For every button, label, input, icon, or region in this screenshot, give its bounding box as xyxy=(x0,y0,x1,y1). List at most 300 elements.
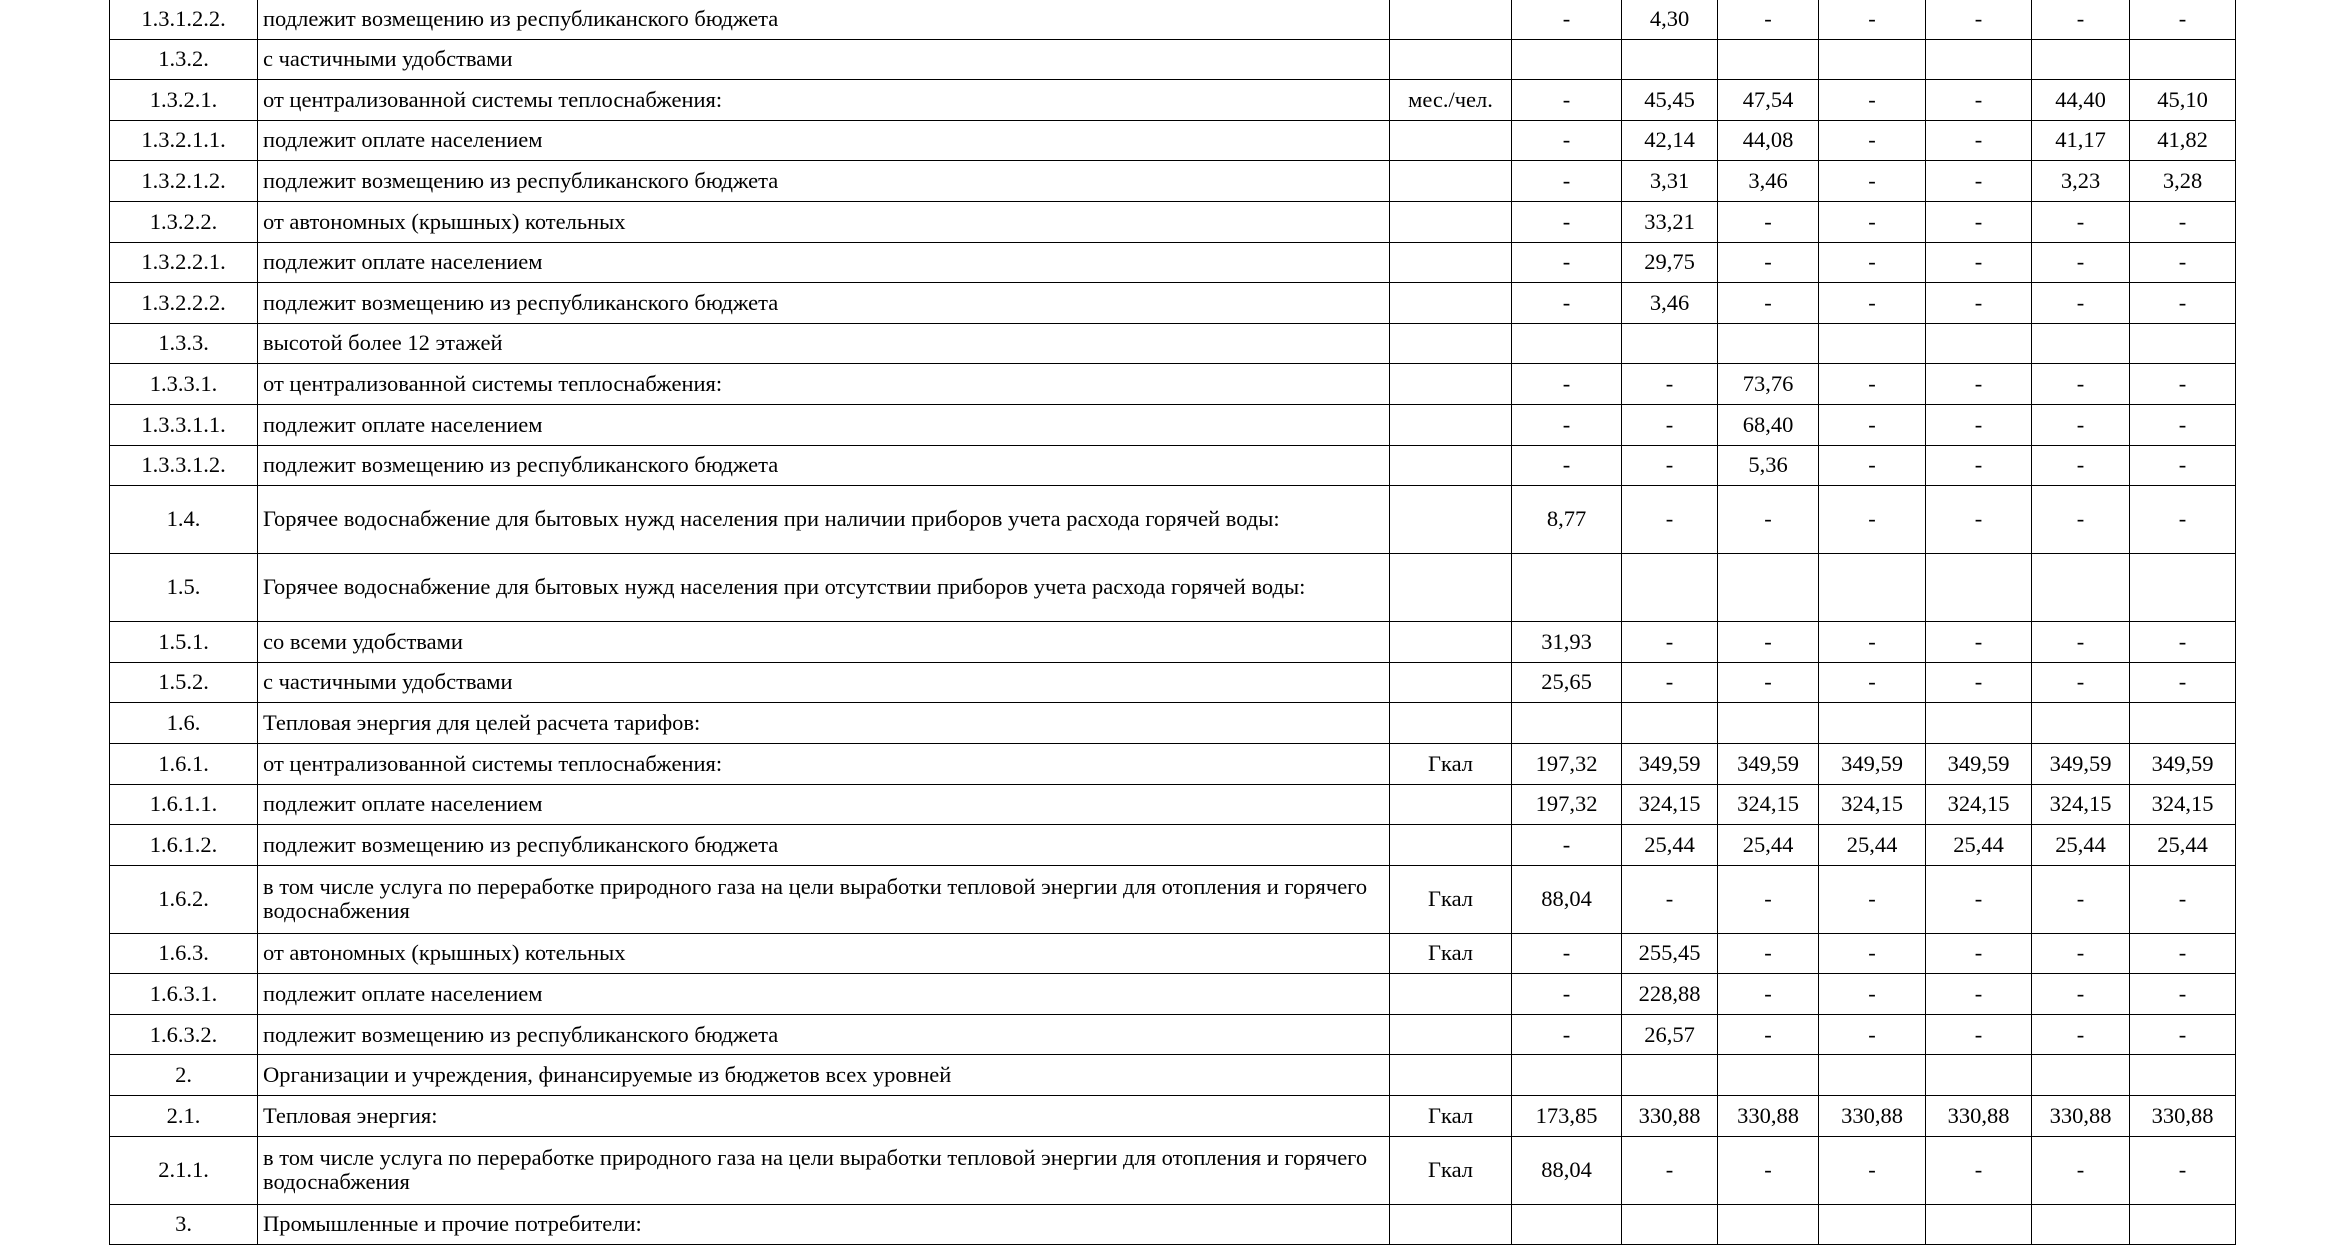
value-cell xyxy=(1926,39,2032,80)
table-row xyxy=(110,80,2236,121)
value-cell: - xyxy=(2130,242,2236,283)
value-cell: 197,32 xyxy=(1512,743,1622,784)
row-unit-cell xyxy=(1390,974,1512,1015)
table-row xyxy=(110,554,2236,622)
value-cell: 44,40 xyxy=(2032,80,2130,121)
value-cell: - xyxy=(2130,201,2236,242)
value-cell: - xyxy=(1926,865,2032,933)
table-row xyxy=(110,201,2236,242)
value-cell: 25,65 xyxy=(1512,662,1622,703)
value-cell: 45,45 xyxy=(1622,80,1718,121)
value-cell xyxy=(1926,323,2032,364)
row-unit-cell: Гкал xyxy=(1390,865,1512,933)
value-cell: - xyxy=(2032,1136,2130,1204)
table-row xyxy=(110,974,2236,1015)
value-cell: - xyxy=(1622,364,1718,405)
value-cell: 73,76 xyxy=(1718,364,1819,405)
value-cell: - xyxy=(1926,201,2032,242)
value-cell: 324,15 xyxy=(2130,784,2236,825)
value-cell: - xyxy=(2032,242,2130,283)
table-row xyxy=(110,404,2236,445)
value-cell: - xyxy=(1926,283,2032,324)
value-cell: - xyxy=(2130,364,2236,405)
row-number-cell: 1.3.3.1.1. xyxy=(110,404,258,445)
row-number-cell: 1.3.2.2. xyxy=(110,201,258,242)
table-row xyxy=(110,1096,2236,1137)
row-number-cell: 1.5. xyxy=(110,554,258,622)
value-cell: 324,15 xyxy=(2032,784,2130,825)
row-unit-cell: Гкал xyxy=(1390,1136,1512,1204)
value-cell xyxy=(1622,1204,1718,1245)
table-row xyxy=(110,703,2236,744)
value-cell xyxy=(1718,554,1819,622)
value-cell xyxy=(1622,554,1718,622)
value-cell: - xyxy=(1718,974,1819,1015)
value-cell: - xyxy=(2032,933,2130,974)
value-cell: - xyxy=(1718,933,1819,974)
value-cell: - xyxy=(1926,404,2032,445)
row-unit-cell xyxy=(1390,825,1512,866)
value-cell: 3,28 xyxy=(2130,161,2236,202)
value-cell: - xyxy=(2032,0,2130,39)
row-number-cell: 1.3.2.2.1. xyxy=(110,242,258,283)
value-cell: 25,44 xyxy=(1926,825,2032,866)
value-cell: 197,32 xyxy=(1512,784,1622,825)
row-name-cell: от централизованной системы теплоснабжения: xyxy=(258,80,1390,121)
value-cell: - xyxy=(1622,662,1718,703)
value-cell: 25,44 xyxy=(1718,825,1819,866)
value-cell: - xyxy=(2032,283,2130,324)
row-unit-cell xyxy=(1390,0,1512,39)
value-cell: - xyxy=(2130,0,2236,39)
table-row xyxy=(110,1055,2236,1096)
value-cell: - xyxy=(1926,622,2032,663)
value-cell: - xyxy=(1926,242,2032,283)
value-cell: - xyxy=(1622,1136,1718,1204)
row-number-cell: 1.3.2.1.1. xyxy=(110,120,258,161)
value-cell: - xyxy=(2032,364,2130,405)
row-unit-cell xyxy=(1390,364,1512,405)
row-number-cell: 1.6. xyxy=(110,703,258,744)
value-cell: - xyxy=(1926,364,2032,405)
value-cell: - xyxy=(2130,622,2236,663)
row-unit-cell: Гкал xyxy=(1390,933,1512,974)
row-unit-cell xyxy=(1390,662,1512,703)
value-cell xyxy=(1819,323,1926,364)
row-number-cell: 2.1. xyxy=(110,1096,258,1137)
value-cell: - xyxy=(1926,1014,2032,1055)
row-number-cell: 1.3.1.2.2. xyxy=(110,0,258,39)
row-number-cell: 1.5.2. xyxy=(110,662,258,703)
row-number-cell: 1.6.3. xyxy=(110,933,258,974)
value-cell: - xyxy=(1819,364,1926,405)
value-cell xyxy=(1718,1055,1819,1096)
row-unit-cell xyxy=(1390,404,1512,445)
value-cell: 8,77 xyxy=(1512,486,1622,554)
row-number-cell: 2. xyxy=(110,1055,258,1096)
value-cell: - xyxy=(1819,933,1926,974)
value-cell: - xyxy=(1819,80,1926,121)
value-cell: 88,04 xyxy=(1512,1136,1622,1204)
value-cell: 330,88 xyxy=(2032,1096,2130,1137)
value-cell: - xyxy=(1512,974,1622,1015)
value-cell: - xyxy=(1622,486,1718,554)
value-cell: 330,88 xyxy=(1718,1096,1819,1137)
value-cell: - xyxy=(2130,283,2236,324)
value-cell xyxy=(2032,703,2130,744)
value-cell: 349,59 xyxy=(1718,743,1819,784)
table-row xyxy=(110,825,2236,866)
value-cell: - xyxy=(2130,933,2236,974)
value-cell xyxy=(2130,323,2236,364)
row-unit-cell xyxy=(1390,201,1512,242)
value-cell: 349,59 xyxy=(2130,743,2236,784)
value-cell xyxy=(1622,1055,1718,1096)
value-cell xyxy=(1819,703,1926,744)
row-name-cell: подлежит оплате населением xyxy=(258,784,1390,825)
value-cell: - xyxy=(1819,283,1926,324)
row-name-cell: Горячее водоснабжение для бытовых нужд населения при наличии приборов учета расхода горячей воды: xyxy=(258,486,1390,554)
value-cell: 68,40 xyxy=(1718,404,1819,445)
value-cell: - xyxy=(2032,445,2130,486)
value-cell: 88,04 xyxy=(1512,865,1622,933)
value-cell: 324,15 xyxy=(1819,784,1926,825)
table-row xyxy=(110,161,2236,202)
value-cell: - xyxy=(2130,486,2236,554)
value-cell: - xyxy=(2032,865,2130,933)
row-name-cell: Организации и учреждения, финансируемые из бюджетов всех уровней xyxy=(258,1055,1390,1096)
row-number-cell: 1.6.1. xyxy=(110,743,258,784)
table-row xyxy=(110,743,2236,784)
value-cell: 349,59 xyxy=(1926,743,2032,784)
value-cell: 25,44 xyxy=(1819,825,1926,866)
row-unit-cell: Гкал xyxy=(1390,1096,1512,1137)
value-cell: 330,88 xyxy=(1926,1096,2032,1137)
value-cell: - xyxy=(1622,445,1718,486)
row-number-cell: 1.3.3.1.2. xyxy=(110,445,258,486)
value-cell: - xyxy=(1819,242,1926,283)
value-cell: 45,10 xyxy=(2130,80,2236,121)
row-unit-cell xyxy=(1390,242,1512,283)
value-cell: 3,23 xyxy=(2032,161,2130,202)
value-cell: 349,59 xyxy=(1622,743,1718,784)
value-cell: 25,44 xyxy=(1622,825,1718,866)
row-unit-cell xyxy=(1390,486,1512,554)
row-unit-cell xyxy=(1390,283,1512,324)
row-number-cell: 3. xyxy=(110,1204,258,1245)
row-name-cell: от централизованной системы теплоснабжения: xyxy=(258,364,1390,405)
row-name-cell: подлежит оплате населением xyxy=(258,242,1390,283)
value-cell: 25,44 xyxy=(2130,825,2236,866)
value-cell: - xyxy=(1819,662,1926,703)
table-row xyxy=(110,39,2236,80)
value-cell: 349,59 xyxy=(1819,743,1926,784)
table-row xyxy=(110,445,2236,486)
value-cell: - xyxy=(2130,865,2236,933)
row-number-cell: 1.6.1.1. xyxy=(110,784,258,825)
value-cell: 25,44 xyxy=(2032,825,2130,866)
value-cell: - xyxy=(1819,120,1926,161)
row-number-cell: 1.4. xyxy=(110,486,258,554)
value-cell: - xyxy=(1819,201,1926,242)
value-cell xyxy=(1512,554,1622,622)
table-row xyxy=(110,1136,2236,1204)
value-cell xyxy=(1512,1055,1622,1096)
value-cell: - xyxy=(1819,622,1926,663)
value-cell xyxy=(1926,1204,2032,1245)
value-cell: 33,21 xyxy=(1622,201,1718,242)
value-cell xyxy=(1926,554,2032,622)
value-cell: - xyxy=(1718,622,1819,663)
value-cell: 31,93 xyxy=(1512,622,1622,663)
value-cell: - xyxy=(1512,364,1622,405)
value-cell: - xyxy=(1622,622,1718,663)
value-cell: - xyxy=(1718,662,1819,703)
value-cell: - xyxy=(2130,974,2236,1015)
value-cell: 4,30 xyxy=(1622,0,1718,39)
value-cell xyxy=(1819,1204,1926,1245)
row-unit-cell: Гкал xyxy=(1390,743,1512,784)
value-cell xyxy=(1819,39,1926,80)
value-cell: - xyxy=(1819,974,1926,1015)
value-cell: - xyxy=(1512,161,1622,202)
value-cell xyxy=(1819,554,1926,622)
value-cell: - xyxy=(2032,404,2130,445)
row-name-cell: подлежит возмещению из республиканского бюджета xyxy=(258,825,1390,866)
value-cell xyxy=(1718,39,1819,80)
row-name-cell: с частичными удобствами xyxy=(258,662,1390,703)
value-cell: 3,31 xyxy=(1622,161,1718,202)
value-cell: 26,57 xyxy=(1622,1014,1718,1055)
value-cell: 228,88 xyxy=(1622,974,1718,1015)
table-row xyxy=(110,323,2236,364)
value-cell: - xyxy=(1819,0,1926,39)
value-cell xyxy=(1512,323,1622,364)
value-cell: 42,14 xyxy=(1622,120,1718,161)
row-number-cell: 1.6.3.2. xyxy=(110,1014,258,1055)
value-cell: - xyxy=(1718,486,1819,554)
value-cell xyxy=(2130,554,2236,622)
value-cell xyxy=(1926,703,2032,744)
value-cell: - xyxy=(1819,1136,1926,1204)
row-name-cell: от централизованной системы теплоснабжения: xyxy=(258,743,1390,784)
value-cell xyxy=(1926,1055,2032,1096)
row-unit-cell xyxy=(1390,161,1512,202)
value-cell: - xyxy=(2130,445,2236,486)
table-row xyxy=(110,242,2236,283)
row-name-cell: со всеми удобствами xyxy=(258,622,1390,663)
value-cell: - xyxy=(1512,1014,1622,1055)
value-cell: - xyxy=(1718,0,1819,39)
row-name-cell: подлежит оплате населением xyxy=(258,120,1390,161)
value-cell: 41,82 xyxy=(2130,120,2236,161)
row-number-cell: 1.6.1.2. xyxy=(110,825,258,866)
value-cell: - xyxy=(1819,404,1926,445)
row-unit-cell xyxy=(1390,445,1512,486)
value-cell: - xyxy=(1926,161,2032,202)
value-cell xyxy=(2032,554,2130,622)
row-name-cell: в том числе услуга по переработке природного газа на цели выработки тепловой энергии для отопления и горячего водоснабжения xyxy=(258,865,1390,933)
row-unit-cell xyxy=(1390,120,1512,161)
value-cell: 3,46 xyxy=(1718,161,1819,202)
value-cell xyxy=(1622,39,1718,80)
table-row xyxy=(110,120,2236,161)
value-cell: 324,15 xyxy=(1718,784,1819,825)
value-cell: - xyxy=(1718,201,1819,242)
value-cell: - xyxy=(1718,1136,1819,1204)
row-unit-cell xyxy=(1390,703,1512,744)
row-name-cell: высотой более 12 этажей xyxy=(258,323,1390,364)
value-cell: - xyxy=(2130,1014,2236,1055)
row-number-cell: 1.3.2.1. xyxy=(110,80,258,121)
table-row xyxy=(110,283,2236,324)
row-name-cell: подлежит возмещению из республиканского бюджета xyxy=(258,0,1390,39)
value-cell: 173,85 xyxy=(1512,1096,1622,1137)
value-cell xyxy=(1819,1055,1926,1096)
row-name-cell: подлежит возмещению из республиканского бюджета xyxy=(258,445,1390,486)
row-number-cell: 1.6.3.1. xyxy=(110,974,258,1015)
value-cell: - xyxy=(1926,0,2032,39)
table-row xyxy=(110,364,2236,405)
row-number-cell: 2.1.1. xyxy=(110,1136,258,1204)
value-cell: 330,88 xyxy=(2130,1096,2236,1137)
row-name-cell: Тепловая энергия для целей расчета тарифов: xyxy=(258,703,1390,744)
value-cell: - xyxy=(1718,1014,1819,1055)
value-cell: - xyxy=(1512,120,1622,161)
row-number-cell: 1.3.2. xyxy=(110,39,258,80)
value-cell: - xyxy=(2032,201,2130,242)
value-cell: - xyxy=(1926,445,2032,486)
table-row xyxy=(110,622,2236,663)
value-cell: - xyxy=(2032,1014,2130,1055)
row-number-cell: 1.3.2.2.2. xyxy=(110,283,258,324)
value-cell xyxy=(1622,323,1718,364)
row-name-cell: от автономных (крышных) котельных xyxy=(258,933,1390,974)
value-cell: 324,15 xyxy=(1926,784,2032,825)
row-name-cell: с частичными удобствами xyxy=(258,39,1390,80)
value-cell xyxy=(1622,703,1718,744)
value-cell: - xyxy=(1819,161,1926,202)
row-name-cell: подлежит оплате населением xyxy=(258,974,1390,1015)
row-unit-cell xyxy=(1390,1055,1512,1096)
value-cell: 5,36 xyxy=(1718,445,1819,486)
value-cell xyxy=(2130,39,2236,80)
value-cell xyxy=(2032,1204,2130,1245)
value-cell: 29,75 xyxy=(1622,242,1718,283)
value-cell xyxy=(2032,1055,2130,1096)
value-cell: - xyxy=(1819,445,1926,486)
value-cell xyxy=(2130,1204,2236,1245)
value-cell: 349,59 xyxy=(2032,743,2130,784)
value-cell xyxy=(1718,1204,1819,1245)
table-row xyxy=(110,486,2236,554)
value-cell: - xyxy=(1512,283,1622,324)
row-number-cell: 1.3.2.1.2. xyxy=(110,161,258,202)
value-cell: - xyxy=(1819,486,1926,554)
value-cell xyxy=(1718,703,1819,744)
row-unit-cell xyxy=(1390,323,1512,364)
row-name-cell: подлежит возмещению из республиканского бюджета xyxy=(258,161,1390,202)
value-cell: - xyxy=(1926,974,2032,1015)
row-name-cell: подлежит возмещению из республиканского бюджета xyxy=(258,283,1390,324)
row-unit-cell xyxy=(1390,39,1512,80)
value-cell: - xyxy=(1926,80,2032,121)
row-name-cell: Горячее водоснабжение для бытовых нужд населения при отсутствии приборов учета расхода горячей воды: xyxy=(258,554,1390,622)
value-cell: 255,45 xyxy=(1622,933,1718,974)
value-cell: 41,17 xyxy=(2032,120,2130,161)
value-cell: - xyxy=(1512,825,1622,866)
value-cell: - xyxy=(2032,622,2130,663)
value-cell: - xyxy=(1926,120,2032,161)
row-unit-cell: мес./чел. xyxy=(1390,80,1512,121)
value-cell: - xyxy=(1718,283,1819,324)
value-cell xyxy=(1718,323,1819,364)
value-cell: - xyxy=(1819,1014,1926,1055)
row-number-cell: 1.5.1. xyxy=(110,622,258,663)
table-row xyxy=(110,784,2236,825)
value-cell xyxy=(1512,39,1622,80)
row-name-cell: подлежит оплате населением xyxy=(258,404,1390,445)
value-cell: - xyxy=(1926,486,2032,554)
table-row xyxy=(110,0,2236,39)
tariff-table xyxy=(109,0,2236,1245)
value-cell: - xyxy=(2130,662,2236,703)
value-cell: - xyxy=(2130,1136,2236,1204)
value-cell: 324,15 xyxy=(1622,784,1718,825)
value-cell xyxy=(2130,703,2236,744)
value-cell: 3,46 xyxy=(1622,283,1718,324)
value-cell: - xyxy=(1622,404,1718,445)
value-cell: - xyxy=(1512,201,1622,242)
value-cell: - xyxy=(1512,80,1622,121)
row-number-cell: 1.3.3.1. xyxy=(110,364,258,405)
value-cell: - xyxy=(1512,0,1622,39)
value-cell: - xyxy=(2032,486,2130,554)
value-cell: - xyxy=(1512,404,1622,445)
value-cell: - xyxy=(1926,933,2032,974)
value-cell: - xyxy=(1926,1136,2032,1204)
value-cell: - xyxy=(1819,865,1926,933)
value-cell: - xyxy=(1512,445,1622,486)
row-name-cell: Промышленные и прочие потребители: xyxy=(258,1204,1390,1245)
value-cell: - xyxy=(2130,404,2236,445)
row-name-cell: подлежит возмещению из республиканского бюджета xyxy=(258,1014,1390,1055)
row-number-cell: 1.3.3. xyxy=(110,323,258,364)
value-cell: - xyxy=(1718,865,1819,933)
row-name-cell: Тепловая энергия: xyxy=(258,1096,1390,1137)
table-row xyxy=(110,933,2236,974)
row-number-cell: 1.6.2. xyxy=(110,865,258,933)
table-row xyxy=(110,662,2236,703)
value-cell: 47,54 xyxy=(1718,80,1819,121)
value-cell: - xyxy=(2032,662,2130,703)
value-cell xyxy=(2032,39,2130,80)
table-row xyxy=(110,1014,2236,1055)
value-cell: - xyxy=(1622,865,1718,933)
value-cell: - xyxy=(2032,974,2130,1015)
row-unit-cell xyxy=(1390,554,1512,622)
value-cell xyxy=(2130,1055,2236,1096)
value-cell: 330,88 xyxy=(1622,1096,1718,1137)
value-cell: - xyxy=(1512,242,1622,283)
row-name-cell: от автономных (крышных) котельных xyxy=(258,201,1390,242)
value-cell: - xyxy=(1926,662,2032,703)
table-row xyxy=(110,865,2236,933)
table-row xyxy=(110,1204,2236,1245)
value-cell: - xyxy=(1512,933,1622,974)
value-cell: 330,88 xyxy=(1819,1096,1926,1137)
value-cell: 44,08 xyxy=(1718,120,1819,161)
